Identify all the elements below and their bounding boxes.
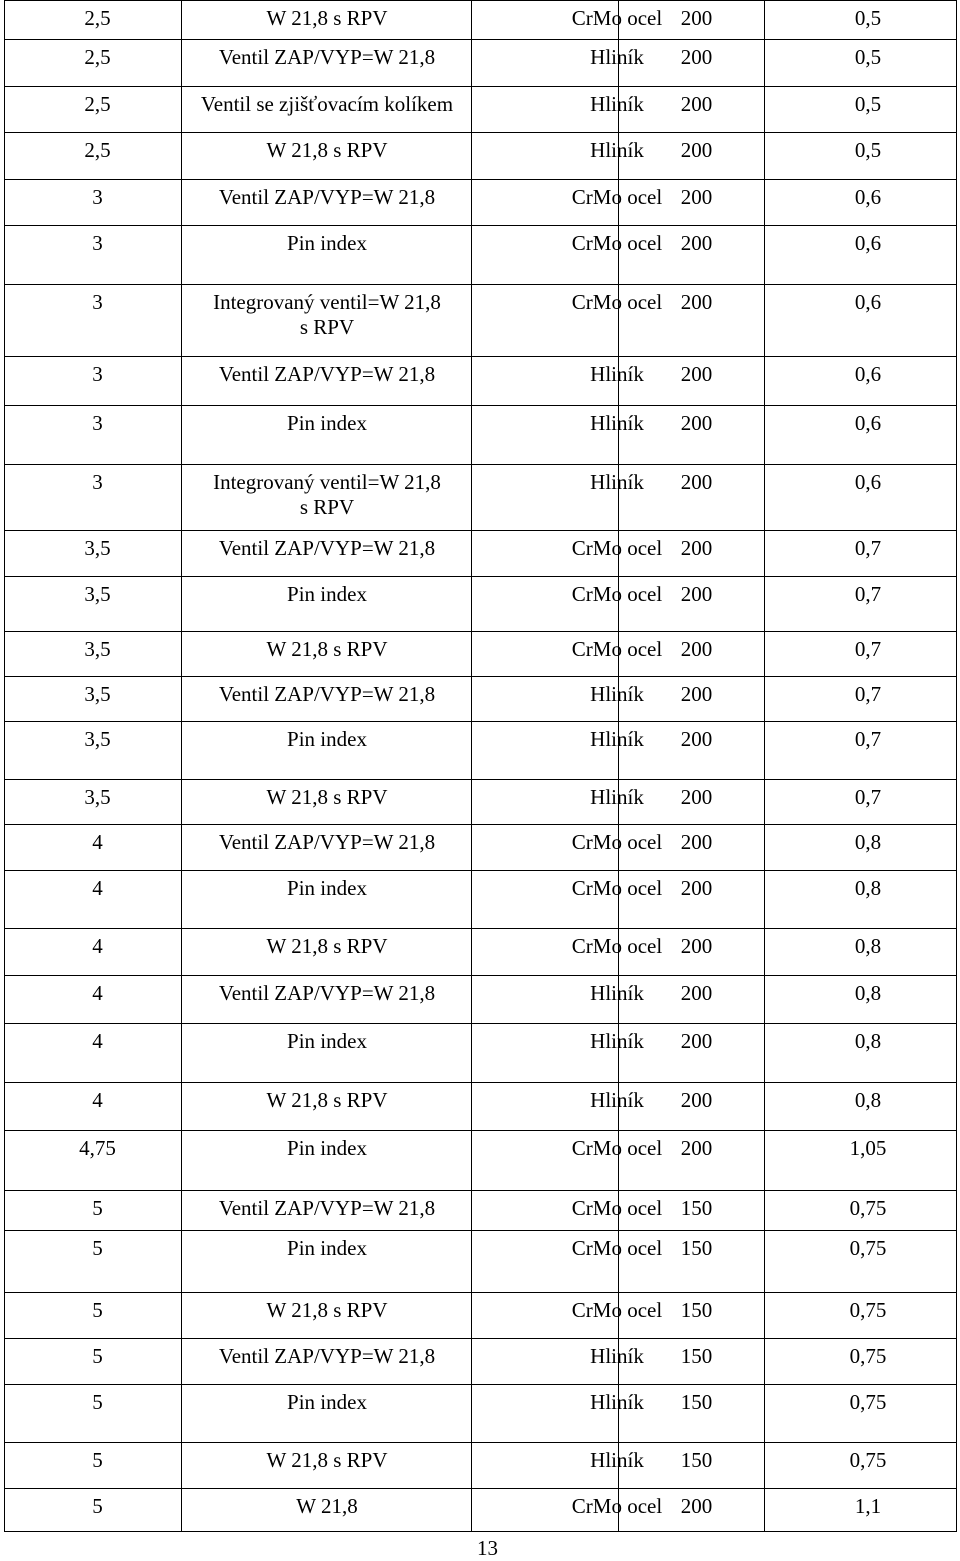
weight-cell: 0,8 bbox=[854, 1088, 882, 1112]
material-cell: Hliník bbox=[590, 1029, 644, 1053]
pressure-cell: 5 bbox=[92, 1236, 103, 1260]
material-cell: Hliník bbox=[590, 682, 644, 706]
capacity-cell: 200 bbox=[680, 185, 713, 209]
table-row bbox=[4, 405, 957, 464]
pressure-cell: 4 bbox=[92, 981, 103, 1005]
pressure-cell: 3,5 bbox=[84, 637, 111, 661]
weight-cell: 0,7 bbox=[854, 785, 882, 809]
pressure-cell: 3,5 bbox=[84, 682, 111, 706]
material-cell: CrMo ocel bbox=[571, 185, 663, 209]
table-row bbox=[4, 870, 957, 928]
weight-cell: 0,8 bbox=[854, 830, 882, 854]
material-cell: Hliník bbox=[590, 981, 644, 1005]
material-cell: Hliník bbox=[590, 1344, 644, 1368]
weight-cell: 0,7 bbox=[854, 536, 882, 560]
valve-type-cell: Ventil ZAP/VYP=W 21,8 bbox=[218, 536, 436, 560]
capacity-cell: 200 bbox=[680, 362, 713, 386]
pressure-cell: 2,5 bbox=[84, 45, 111, 69]
table-row bbox=[4, 356, 957, 405]
table-row bbox=[4, 225, 957, 284]
table-row bbox=[4, 179, 957, 225]
valve-type-cell: Pin index bbox=[287, 1029, 367, 1053]
pressure-cell: 4 bbox=[92, 830, 103, 854]
valve-type-cell: W 21,8 s RPV bbox=[266, 6, 388, 30]
weight-cell: 0,6 bbox=[854, 231, 882, 255]
table-row bbox=[4, 975, 957, 1023]
material-cell: CrMo ocel bbox=[571, 876, 663, 900]
table-row bbox=[4, 631, 957, 676]
material-cell: Hliník bbox=[590, 1448, 644, 1472]
valve-type-cell: W 21,8 s RPV bbox=[266, 1448, 388, 1472]
capacity-cell: 200 bbox=[680, 536, 713, 560]
valve-type-cell: W 21,8 s RPV bbox=[266, 934, 388, 958]
pressure-cell: 3 bbox=[92, 362, 103, 386]
table-row bbox=[4, 39, 957, 86]
valve-type-cell: Pin index bbox=[287, 876, 367, 900]
table-row bbox=[4, 284, 957, 356]
valve-type-cell: Pin index bbox=[287, 411, 367, 435]
capacity-cell: 200 bbox=[680, 727, 713, 751]
capacity-cell: 200 bbox=[680, 45, 713, 69]
pressure-cell: 3 bbox=[92, 470, 103, 494]
pressure-cell: 3 bbox=[92, 290, 103, 314]
weight-cell: 0,7 bbox=[854, 637, 882, 661]
capacity-cell: 200 bbox=[680, 138, 713, 162]
weight-cell: 0,5 bbox=[854, 138, 882, 162]
material-cell: Hliník bbox=[590, 92, 644, 116]
capacity-cell: 200 bbox=[680, 411, 713, 435]
table-row bbox=[4, 86, 957, 132]
material-cell: CrMo ocel bbox=[571, 1136, 663, 1160]
material-cell: Hliník bbox=[590, 1088, 644, 1112]
table-row bbox=[4, 132, 957, 179]
weight-cell: 0,8 bbox=[854, 876, 882, 900]
weight-cell: 0,5 bbox=[854, 92, 882, 116]
weight-cell: 0,7 bbox=[854, 682, 882, 706]
table-row bbox=[4, 0, 957, 39]
capacity-cell: 200 bbox=[680, 830, 713, 854]
table-row bbox=[4, 928, 957, 975]
capacity-cell: 200 bbox=[680, 470, 713, 494]
valve-type-cell: Pin index bbox=[287, 1236, 367, 1260]
table-row bbox=[4, 1023, 957, 1082]
capacity-cell: 200 bbox=[680, 92, 713, 116]
capacity-cell: 200 bbox=[680, 290, 713, 314]
valve-type-cell: Pin index bbox=[287, 727, 367, 751]
pressure-cell: 3,5 bbox=[84, 785, 111, 809]
valve-type-cell: Ventil ZAP/VYP=W 21,8 bbox=[218, 185, 436, 209]
capacity-cell: 200 bbox=[680, 682, 713, 706]
weight-cell: 0,6 bbox=[854, 362, 882, 386]
capacity-cell: 200 bbox=[680, 1494, 713, 1518]
capacity-cell: 150 bbox=[680, 1448, 713, 1472]
weight-cell: 0,8 bbox=[854, 1029, 882, 1053]
valve-type-cell: Ventil ZAP/VYP=W 21,8 bbox=[218, 1196, 436, 1220]
pressure-cell: 3,5 bbox=[84, 727, 111, 751]
weight-cell: 0,7 bbox=[854, 582, 882, 606]
capacity-cell: 200 bbox=[680, 876, 713, 900]
valve-type-cell: Pin index bbox=[287, 1390, 367, 1414]
capacity-cell: 200 bbox=[680, 1029, 713, 1053]
page-number: 13 bbox=[477, 1536, 498, 1560]
table-row bbox=[4, 721, 957, 779]
material-cell: CrMo ocel bbox=[571, 637, 663, 661]
material-cell: CrMo ocel bbox=[571, 1236, 663, 1260]
weight-cell: 0,75 bbox=[849, 1236, 887, 1260]
valve-type-cell: W 21,8 s RPV bbox=[266, 785, 388, 809]
pressure-cell: 4,75 bbox=[79, 1136, 116, 1160]
pressure-cell: 3 bbox=[92, 231, 103, 255]
valve-type-cell: Pin index bbox=[287, 582, 367, 606]
weight-cell: 0,5 bbox=[854, 6, 882, 30]
pressure-cell: 3,5 bbox=[84, 582, 111, 606]
valve-type-cell: W 21,8 bbox=[296, 1494, 358, 1518]
valve-type-cell: Integrovaný ventil=W 21,8 s RPV bbox=[213, 470, 441, 519]
pressure-cell: 3 bbox=[92, 185, 103, 209]
material-cell: CrMo ocel bbox=[571, 290, 663, 314]
table-row bbox=[4, 576, 957, 631]
material-cell: Hliník bbox=[590, 727, 644, 751]
material-cell: Hliník bbox=[590, 1390, 644, 1414]
weight-cell: 0,75 bbox=[849, 1344, 887, 1368]
table-row bbox=[4, 1488, 957, 1532]
pressure-cell: 4 bbox=[92, 1029, 103, 1053]
pressure-cell: 2,5 bbox=[84, 138, 111, 162]
capacity-cell: 150 bbox=[680, 1298, 713, 1322]
material-cell: Hliník bbox=[590, 138, 644, 162]
capacity-cell: 200 bbox=[680, 981, 713, 1005]
table-row bbox=[4, 824, 957, 870]
pressure-cell: 5 bbox=[92, 1448, 103, 1472]
material-cell: CrMo ocel bbox=[571, 231, 663, 255]
weight-cell: 0,6 bbox=[854, 470, 882, 494]
valve-type-cell: Ventil ZAP/VYP=W 21,8 bbox=[218, 362, 436, 386]
weight-cell: 0,8 bbox=[854, 934, 882, 958]
pressure-cell: 3,5 bbox=[84, 536, 111, 560]
capacity-cell: 200 bbox=[680, 1088, 713, 1112]
valve-type-cell: Integrovaný ventil=W 21,8 s RPV bbox=[213, 290, 441, 339]
pressure-cell: 5 bbox=[92, 1298, 103, 1322]
table-row bbox=[4, 1442, 957, 1488]
table-row bbox=[4, 1082, 957, 1130]
capacity-cell: 200 bbox=[680, 1136, 713, 1160]
valve-type-cell: W 21,8 s RPV bbox=[266, 637, 388, 661]
material-cell: CrMo ocel bbox=[571, 1196, 663, 1220]
table-row bbox=[4, 676, 957, 721]
weight-cell: 0,6 bbox=[854, 185, 882, 209]
capacity-cell: 150 bbox=[680, 1344, 713, 1368]
pressure-cell: 5 bbox=[92, 1344, 103, 1368]
table-row bbox=[4, 1384, 957, 1442]
valve-type-cell: W 21,8 s RPV bbox=[266, 1088, 388, 1112]
table-row bbox=[4, 1190, 957, 1230]
pressure-cell: 5 bbox=[92, 1494, 103, 1518]
material-cell: CrMo ocel bbox=[571, 1298, 663, 1322]
capacity-cell: 200 bbox=[680, 637, 713, 661]
material-cell: Hliník bbox=[590, 45, 644, 69]
material-cell: Hliník bbox=[590, 362, 644, 386]
weight-cell: 0,6 bbox=[854, 290, 882, 314]
capacity-cell: 150 bbox=[680, 1196, 713, 1220]
capacity-cell: 150 bbox=[680, 1390, 713, 1414]
pressure-cell: 5 bbox=[92, 1390, 103, 1414]
valve-type-cell: Ventil ZAP/VYP=W 21,8 bbox=[218, 1344, 436, 1368]
pressure-cell: 2,5 bbox=[84, 6, 111, 30]
table-row bbox=[4, 464, 957, 530]
weight-cell: 0,75 bbox=[849, 1448, 887, 1472]
capacity-cell: 200 bbox=[680, 785, 713, 809]
capacity-cell: 200 bbox=[680, 231, 713, 255]
valve-type-cell: Ventil se zjišťovacím kolíkem bbox=[200, 92, 454, 116]
pressure-cell: 4 bbox=[92, 876, 103, 900]
weight-cell: 0,75 bbox=[849, 1196, 887, 1220]
pressure-cell: 3 bbox=[92, 411, 103, 435]
material-cell: CrMo ocel bbox=[571, 582, 663, 606]
weight-cell: 1,05 bbox=[849, 1136, 887, 1160]
material-cell: Hliník bbox=[590, 411, 644, 435]
table-row bbox=[4, 1292, 957, 1338]
pressure-cell: 4 bbox=[92, 934, 103, 958]
valve-type-cell: Pin index bbox=[287, 231, 367, 255]
material-cell: Hliník bbox=[590, 470, 644, 494]
material-cell: CrMo ocel bbox=[571, 6, 663, 30]
valve-type-cell: Pin index bbox=[287, 1136, 367, 1160]
material-cell: CrMo ocel bbox=[571, 934, 663, 958]
table-row bbox=[4, 1230, 957, 1292]
valve-type-cell: Ventil ZAP/VYP=W 21,8 bbox=[218, 981, 436, 1005]
material-cell: CrMo ocel bbox=[571, 1494, 663, 1518]
capacity-cell: 200 bbox=[680, 6, 713, 30]
capacity-cell: 200 bbox=[680, 582, 713, 606]
weight-cell: 0,75 bbox=[849, 1390, 887, 1414]
pressure-cell: 4 bbox=[92, 1088, 103, 1112]
table-row bbox=[4, 1338, 957, 1384]
table-row bbox=[4, 1130, 957, 1190]
weight-cell: 1,1 bbox=[854, 1494, 882, 1518]
material-cell: CrMo ocel bbox=[571, 536, 663, 560]
valve-type-cell: W 21,8 s RPV bbox=[266, 1298, 388, 1322]
weight-cell: 0,8 bbox=[854, 981, 882, 1005]
weight-cell: 0,75 bbox=[849, 1298, 887, 1322]
valve-type-cell: Ventil ZAP/VYP=W 21,8 bbox=[218, 682, 436, 706]
valve-type-cell: W 21,8 s RPV bbox=[266, 138, 388, 162]
weight-cell: 0,6 bbox=[854, 411, 882, 435]
pressure-cell: 2,5 bbox=[84, 92, 111, 116]
valve-type-cell: Ventil ZAP/VYP=W 21,8 bbox=[218, 45, 436, 69]
table-row bbox=[4, 530, 957, 576]
weight-cell: 0,5 bbox=[854, 45, 882, 69]
material-cell: Hliník bbox=[590, 785, 644, 809]
capacity-cell: 150 bbox=[680, 1236, 713, 1260]
capacity-cell: 200 bbox=[680, 934, 713, 958]
table-row bbox=[4, 779, 957, 824]
pressure-cell: 5 bbox=[92, 1196, 103, 1220]
weight-cell: 0,7 bbox=[854, 727, 882, 751]
material-cell: CrMo ocel bbox=[571, 830, 663, 854]
valve-type-cell: Ventil ZAP/VYP=W 21,8 bbox=[218, 830, 436, 854]
